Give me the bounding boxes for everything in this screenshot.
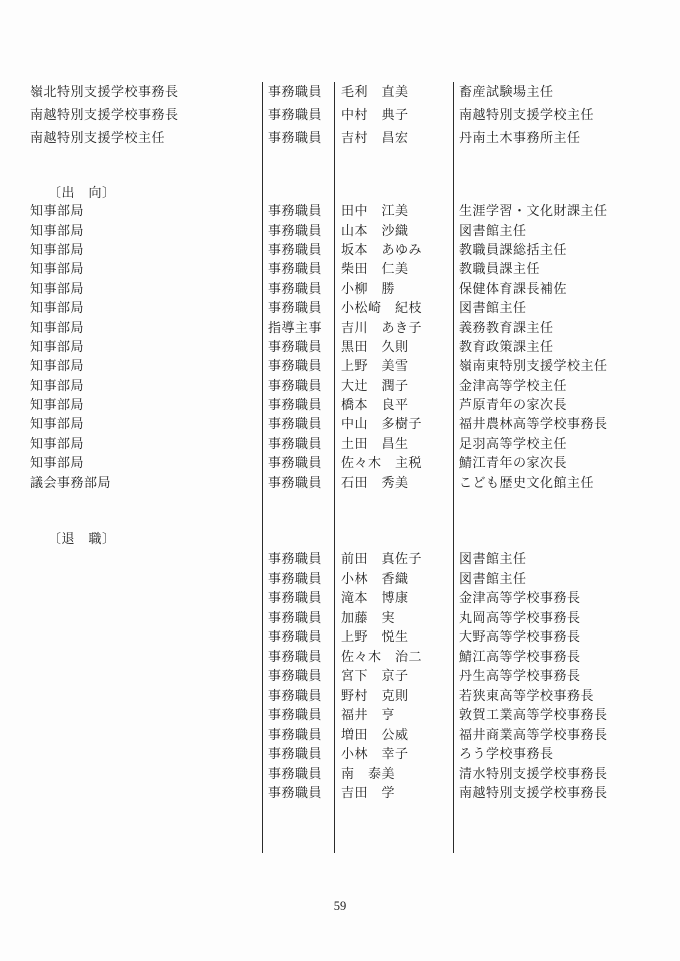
cell-name: 滝本 博康	[341, 590, 409, 606]
cell-new-position: 足羽高等学校主任	[459, 435, 568, 451]
cell-old-position: 知事部局	[30, 319, 85, 335]
cell-name: 佐々木 治二	[341, 648, 423, 664]
cell-old-position: 知事部局	[30, 300, 85, 316]
table-row	[0, 568, 680, 588]
cell-job-title: 事務職員	[268, 590, 323, 606]
cell-name: 小林 香織	[341, 570, 409, 586]
cell-new-position: 保健体育課長補佐	[459, 280, 568, 296]
cell-new-position: 清水特別支援学校事務長	[459, 765, 608, 781]
cell-name: 宮下 京子	[341, 668, 409, 684]
table-section-secondment	[0, 200, 680, 491]
cell-new-position: 南越特別支援学校主任	[459, 107, 595, 122]
cell-job-title: 指導主事	[268, 319, 323, 335]
table-row	[0, 433, 680, 452]
cell-new-position: 義務教育課主任	[459, 319, 554, 335]
cell-new-position: 金津高等学校事務長	[459, 590, 581, 606]
section-header-retirement: 〔退 職〕	[48, 531, 116, 546]
cell-job-title: 事務職員	[268, 84, 323, 99]
cell-old-position: 知事部局	[30, 222, 85, 238]
cell-job-title: 事務職員	[268, 668, 323, 684]
cell-name: 坂本 あゆみ	[341, 241, 423, 257]
table-row	[0, 782, 680, 802]
cell-new-position: 鯖江青年の家次長	[459, 455, 568, 471]
cell-new-position: 丸岡高等学校事務長	[459, 609, 581, 625]
cell-old-position: 知事部局	[30, 416, 85, 432]
cell-new-position: 図書館主任	[459, 222, 527, 238]
cell-name: 小柳 勝	[341, 280, 396, 296]
cell-name: 大辻 潤子	[341, 377, 409, 393]
table-row	[0, 200, 680, 219]
cell-job-title: 事務職員	[268, 455, 323, 471]
section-header-secondment: 〔出 向〕	[48, 185, 116, 200]
table-row	[0, 394, 680, 413]
cell-old-position: 知事部局	[30, 203, 85, 219]
cell-job-title: 事務職員	[268, 241, 323, 257]
cell-new-position: 丹南土木事務所主任	[459, 130, 581, 145]
cell-name: 吉田 学	[341, 785, 396, 801]
cell-job-title: 事務職員	[268, 707, 323, 723]
cell-job-title: 事務職員	[268, 377, 323, 393]
cell-new-position: 鯖江高等学校事務長	[459, 648, 581, 664]
cell-job-title: 事務職員	[268, 570, 323, 586]
cell-job-title: 事務職員	[268, 280, 323, 296]
table-row	[0, 763, 680, 783]
table-row	[0, 239, 680, 258]
cell-new-position: 丹生高等学校事務長	[459, 668, 581, 684]
table-row	[0, 646, 680, 666]
cell-name: 小林 幸子	[341, 746, 409, 762]
cell-new-position: 敦賀工業高等学校事務長	[459, 707, 608, 723]
cell-job-title: 事務職員	[268, 107, 323, 122]
cell-old-position: 知事部局	[30, 377, 85, 393]
cell-old-position: 知事部局	[30, 338, 85, 354]
cell-old-position: 嶺北特別支援学校事務長	[30, 84, 179, 99]
cell-new-position: 教職員課主任	[459, 261, 541, 277]
cell-name: 石田 秀美	[341, 474, 409, 490]
cell-name: 柴田 仁美	[341, 261, 409, 277]
cell-name: 南 泰美	[341, 765, 396, 781]
cell-name: 野村 克則	[341, 687, 409, 703]
cell-old-position: 知事部局	[30, 358, 85, 374]
cell-job-title: 事務職員	[268, 687, 323, 703]
cell-old-position: 知事部局	[30, 455, 85, 471]
table-row	[0, 626, 680, 646]
cell-old-position: 知事部局	[30, 241, 85, 257]
cell-job-title: 事務職員	[268, 765, 323, 781]
cell-name: 中村 典子	[341, 107, 409, 122]
cell-old-position: 知事部局	[30, 435, 85, 451]
cell-new-position: 図書館主任	[459, 300, 527, 316]
table-row	[0, 724, 680, 744]
table-row	[0, 587, 680, 607]
cell-name: 土田 昌生	[341, 435, 409, 451]
cell-new-position: 金津高等学校主任	[459, 377, 568, 393]
table-row	[0, 413, 680, 432]
cell-job-title: 事務職員	[268, 648, 323, 664]
cell-name: 上野 美雪	[341, 358, 409, 374]
cell-old-position: 知事部局	[30, 280, 85, 296]
cell-job-title: 事務職員	[268, 609, 323, 625]
cell-name: 中山 多樹子	[341, 416, 423, 432]
cell-job-title: 事務職員	[268, 474, 323, 490]
table-row	[0, 607, 680, 627]
cell-new-position: 南越特別支援学校事務長	[459, 785, 608, 801]
cell-name: 黒田 久則	[341, 338, 409, 354]
cell-old-position: 知事部局	[30, 397, 85, 413]
cell-name: 加藤 実	[341, 609, 396, 625]
table-row	[0, 375, 680, 394]
cell-job-title: 事務職員	[268, 785, 323, 801]
cell-new-position: 教育政策課主任	[459, 338, 554, 354]
cell-old-position: 南越特別支援学校主任	[30, 130, 166, 145]
cell-name: 吉川 あき子	[341, 319, 423, 335]
table-section-transfers	[0, 79, 680, 148]
cell-new-position: 大野高等学校事務長	[459, 629, 581, 645]
table-row	[0, 125, 680, 148]
table-row	[0, 79, 680, 102]
table-row	[0, 704, 680, 724]
table-row	[0, 336, 680, 355]
table-row	[0, 316, 680, 335]
cell-new-position: 若狭東高等学校事務長	[459, 687, 595, 703]
cell-new-position: 生涯学習・文化財課主任	[459, 203, 608, 219]
cell-new-position: こども歴史文化館主任	[459, 474, 595, 490]
cell-new-position: ろう学校事務長	[459, 746, 554, 762]
cell-new-position: 図書館主任	[459, 570, 527, 586]
cell-new-position: 畜産試験場主任	[459, 84, 554, 99]
table-row	[0, 297, 680, 316]
cell-name: 毛利 直美	[341, 84, 409, 99]
cell-job-title: 事務職員	[268, 261, 323, 277]
table-row	[0, 355, 680, 374]
table-row	[0, 102, 680, 125]
cell-job-title: 事務職員	[268, 551, 323, 567]
cell-name: 上野 悦生	[341, 629, 409, 645]
cell-new-position: 嶺南東特別支援学校主任	[459, 358, 608, 374]
cell-new-position: 福井農林高等学校事務長	[459, 416, 608, 432]
cell-new-position: 芦原青年の家次長	[459, 397, 568, 413]
cell-job-title: 事務職員	[268, 416, 323, 432]
cell-old-position: 議会事務部局	[30, 474, 112, 490]
page-number: 59	[333, 899, 347, 913]
cell-name: 田中 江美	[341, 203, 409, 219]
table-row	[0, 452, 680, 471]
cell-job-title: 事務職員	[268, 338, 323, 354]
table-row	[0, 258, 680, 277]
cell-new-position: 図書館主任	[459, 551, 527, 567]
cell-name: 山本 沙織	[341, 222, 409, 238]
cell-job-title: 事務職員	[268, 358, 323, 374]
cell-name: 橋本 良平	[341, 397, 409, 413]
table-row	[0, 665, 680, 685]
cell-name: 小松崎 紀枝	[341, 300, 423, 316]
table-row	[0, 685, 680, 705]
cell-name: 増田 公威	[341, 726, 409, 742]
table-row	[0, 471, 680, 490]
cell-name: 前田 真佐子	[341, 551, 423, 567]
table-row	[0, 548, 680, 568]
cell-job-title: 事務職員	[268, 130, 323, 145]
cell-job-title: 事務職員	[268, 397, 323, 413]
cell-old-position: 知事部局	[30, 261, 85, 277]
cell-new-position: 福井商業高等学校事務長	[459, 726, 608, 742]
cell-job-title: 事務職員	[268, 746, 323, 762]
cell-old-position: 南越特別支援学校事務長	[30, 107, 179, 122]
cell-name: 福井 亨	[341, 707, 396, 723]
cell-name: 佐々木 主税	[341, 455, 423, 471]
cell-name: 吉村 昌宏	[341, 130, 409, 145]
cell-new-position: 教職員課総括主任	[459, 241, 568, 257]
cell-job-title: 事務職員	[268, 203, 323, 219]
cell-job-title: 事務職員	[268, 726, 323, 742]
table-row	[0, 219, 680, 238]
cell-job-title: 事務職員	[268, 222, 323, 238]
table-section-retirement	[0, 548, 680, 802]
table-row	[0, 278, 680, 297]
cell-job-title: 事務職員	[268, 629, 323, 645]
cell-job-title: 事務職員	[268, 435, 323, 451]
cell-job-title: 事務職員	[268, 300, 323, 316]
table-row	[0, 743, 680, 763]
